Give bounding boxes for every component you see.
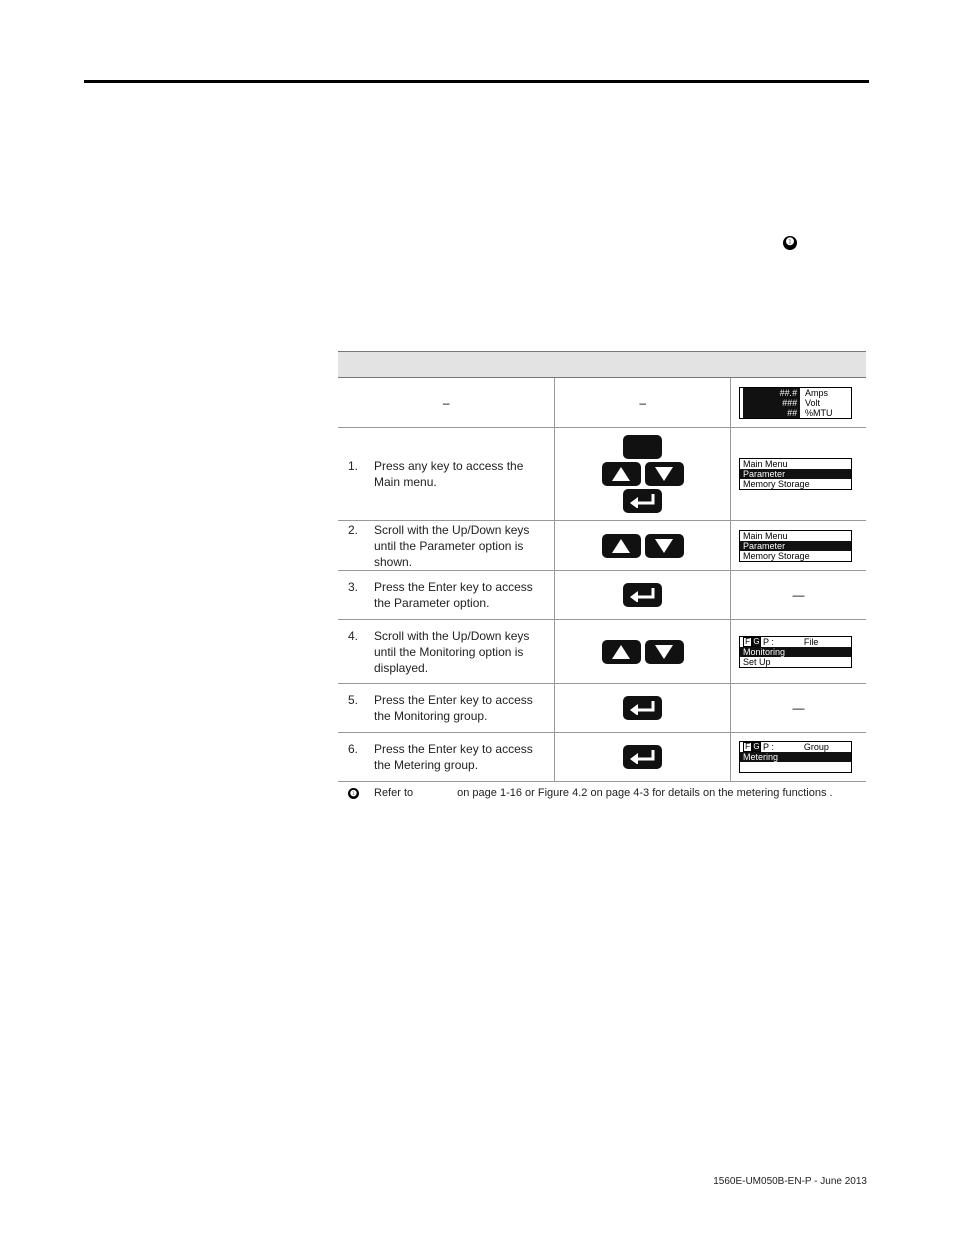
lcd-fgp-file	[739, 636, 852, 668]
table-row	[338, 571, 866, 620]
footnote-text: on page 1-16 or Figure 4.2 on page 4-3 for details on the metering functions .	[457, 787, 833, 799]
lcd-file-label: File	[803, 636, 819, 647]
lcd-f-box: F	[743, 742, 752, 752]
table-footnote	[348, 787, 833, 799]
lcd-f-box: F	[743, 637, 752, 647]
down-arrow-icon	[645, 534, 684, 558]
enter-icon	[623, 696, 662, 720]
step-text: Press any key to access the Main menu.	[374, 459, 524, 489]
lcd-line-selected: Parameter	[740, 541, 851, 551]
table-row	[338, 684, 866, 733]
table-row	[338, 378, 866, 428]
lcd-g-box: G	[753, 742, 760, 751]
down-arrow-icon	[645, 462, 684, 486]
lcd-p-label: P :	[763, 742, 774, 752]
step-number: 2.	[348, 522, 359, 537]
lcd-fgp-group	[739, 741, 852, 773]
top-rule	[84, 80, 869, 83]
lcd-line-selected: Monitoring	[740, 647, 851, 657]
step-text: Scroll with the Up/Down keys until the Parameter option is shown.	[374, 522, 530, 569]
display-dash: —	[792, 588, 805, 602]
up-arrow-icon	[602, 534, 641, 558]
step-text: Press the Enter key to access the Monitoring group.	[374, 693, 533, 723]
step-text: Scroll with the Up/Down keys until the Monitoring option is displayed.	[374, 628, 530, 675]
lcd-metering-display	[739, 387, 852, 419]
step-text: Press the Enter key to access the Metering group.	[374, 742, 533, 772]
step-number: 6.	[348, 742, 359, 756]
lcd-line: Memory Storage	[743, 550, 810, 561]
enter-icon	[623, 583, 662, 607]
enter-icon	[623, 489, 662, 513]
lcd-line: Set Up	[743, 656, 771, 667]
lcd-line-selected: Parameter	[740, 469, 851, 479]
table-row	[338, 620, 866, 684]
step-number: 1.	[348, 459, 359, 473]
display-dash: —	[792, 701, 805, 715]
enter-icon	[623, 745, 662, 769]
header-display	[731, 352, 866, 378]
keys-dash: –	[639, 395, 647, 410]
page-footer: 1560E-UM050B-EN-P - June 2013	[713, 1176, 867, 1187]
lcd-line: Main Menu	[743, 459, 788, 469]
footnote-lead: Refer to	[374, 787, 414, 799]
lcd-line	[740, 762, 851, 772]
row-dash: –	[442, 395, 450, 410]
lcd-g-box: G	[753, 636, 760, 646]
header-keys	[555, 352, 731, 378]
lcd-unit: %MTU	[805, 407, 833, 418]
lcd-value: ##	[743, 408, 800, 418]
lcd-line: Memory Storage	[743, 479, 810, 489]
procedure-table	[338, 351, 866, 782]
lcd-unit: Amps	[805, 387, 829, 398]
step-number: 3.	[348, 580, 359, 594]
lcd-group-label: Group	[803, 742, 829, 752]
up-arrow-icon	[602, 462, 641, 486]
lcd-main-menu	[739, 458, 852, 490]
lcd-line-selected: Metering	[740, 752, 851, 762]
footnote-marker: ❶	[349, 788, 358, 798]
down-arrow-icon	[645, 640, 684, 664]
table-row	[338, 428, 866, 521]
blank-key-icon	[623, 435, 662, 459]
lcd-p-label: P :	[763, 636, 774, 647]
lcd-unit: Volt	[805, 397, 821, 408]
lcd-value: ###	[743, 398, 800, 408]
step-number: 5.	[348, 693, 359, 707]
table-row	[338, 733, 866, 782]
lcd-main-menu	[739, 530, 852, 562]
lcd-value: ##.#	[743, 388, 800, 398]
table-header-row	[338, 352, 866, 378]
step-number: 4.	[348, 628, 359, 643]
up-arrow-icon	[602, 640, 641, 664]
header-description	[338, 352, 555, 378]
lcd-line: Main Menu	[743, 530, 788, 541]
table-row	[338, 521, 866, 571]
step-text: Press the Enter key to access the Parameter option.	[374, 580, 533, 610]
note-marker: ❶	[783, 236, 797, 250]
